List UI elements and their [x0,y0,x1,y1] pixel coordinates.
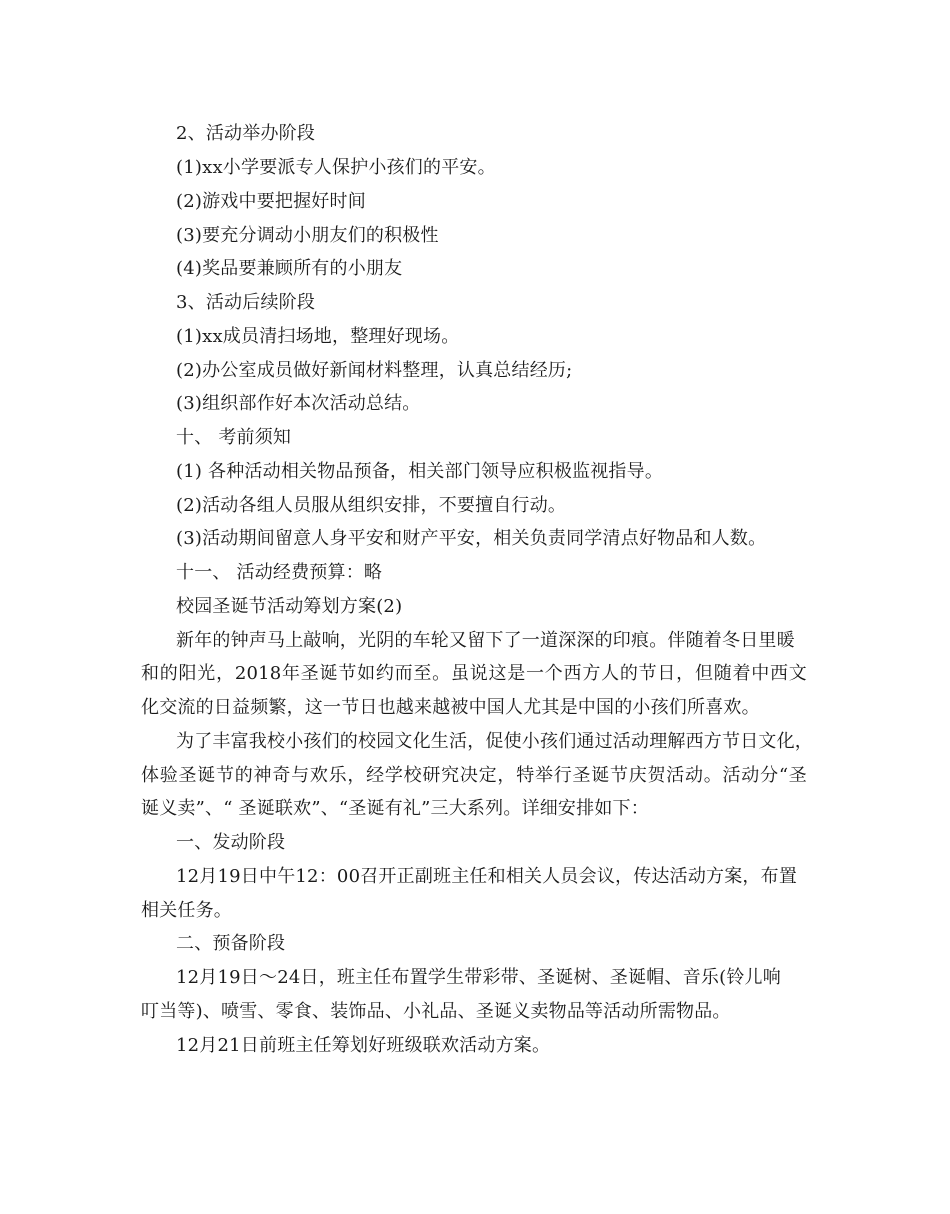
list-item: (2)活动各组人员服从组织安排，不要擅自行动。 [176,495,567,516]
list-item: (3)活动期间留意人身平安和财产平安，相关负责同学清点好物品和人数。 [176,528,767,549]
paragraph-line: 化交流的日益频繁，这一节日也越来越被中国人尤其是中国的小孩们所喜欢。 [141,697,760,718]
list-item: (1) 各种活动相关物品预备，相关部门领导应积极监视指导。 [176,461,664,482]
paragraph-line: 12月19日中午12：00召开正副班主任和相关人员会议，传达活动方案，布置 [176,866,798,887]
paragraph-line: 12月21日前班主任筹划好班级联欢活动方案。 [176,1035,551,1056]
section-heading: 2、活动举办阶段 [176,123,316,144]
list-item: (4)奖品要兼顾所有的小朋友 [176,258,403,279]
paragraph-line: 诞义卖”、“ 圣诞联欢”、“圣诞有礼”三大系列。详细安排如下： [141,798,649,819]
list-item: (1)xx小学要派专人保护小孩们的平安。 [176,157,496,178]
list-item: (3)组织部作好本次活动总结。 [176,393,421,414]
paragraph-line: 和的阳光，2018年圣诞节如约而至。虽说这是一个西方人的节日，但随着中西文 [141,663,807,684]
paragraph-line: 新年的钟声马上敲响，光阴的车轮又留下了一道深深的印痕。伴随着冬日里暖 [176,630,795,651]
list-item: (3)要充分调动小朋友们的积极性 [176,225,439,246]
section-heading: 二、预备阶段 [176,933,286,954]
section-heading: 一、发动阶段 [176,832,286,853]
document-subtitle: 校园圣诞节活动筹划方案(2) [176,596,403,617]
list-item: (2)游戏中要把握好时间 [176,191,366,212]
section-heading: 3、活动后续阶段 [176,292,316,313]
list-item: (2)办公室成员做好新闻材料整理，认真总结经历; [176,360,573,381]
paragraph-line: 相关任务。 [141,900,232,921]
paragraph-line: 体验圣诞节的神奇与欢乐，经学校研究决定，特举行圣诞节庆贺活动。活动分“圣 [141,765,807,786]
section-heading: 十一、 活动经费预算：略 [176,562,383,583]
paragraph-line: 12月19日～24日，班主任布置学生带彩带、圣诞树、圣诞帽、音乐(铃儿响 [176,967,781,988]
paragraph-line: 为了丰富我校小孩们的校园文化生活，促使小孩们通过活动理解西方节日文化， [176,731,813,752]
section-heading: 十、 考前须知 [176,427,292,448]
list-item: (1)xx成员清扫场地，整理好现场。 [176,326,460,347]
paragraph-line: 叮当等)、喷雪、零食、装饰品、小礼品、圣诞义卖物品等活动所需物品。 [141,1001,731,1022]
